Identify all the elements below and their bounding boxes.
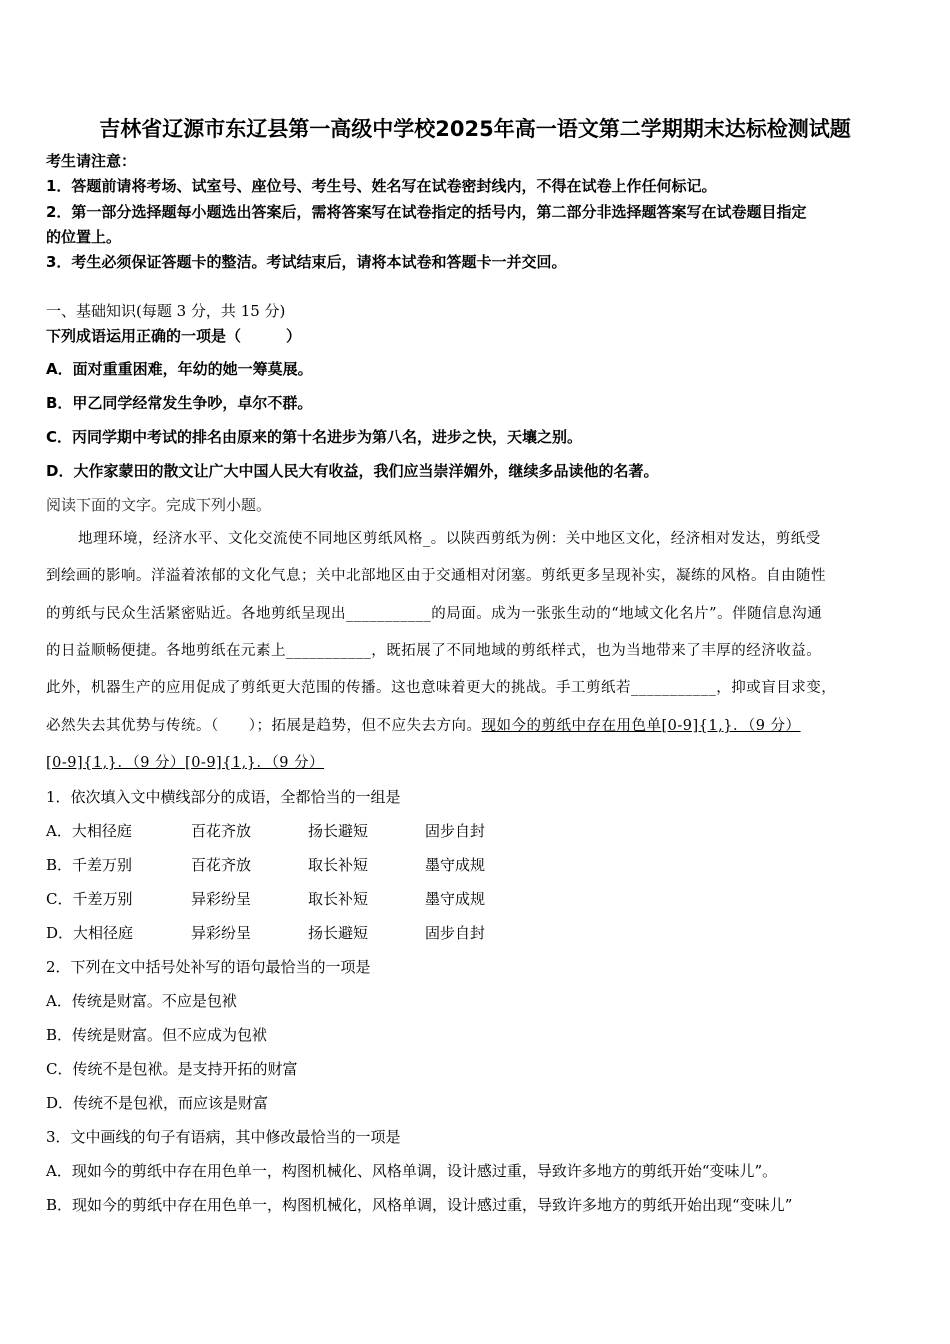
question-stem: 1．依次填入文中横线部分的成语，全都恰当的一组是 (46, 788, 401, 806)
option: B．传统是财富。但不应成为包袱 (46, 1026, 268, 1044)
option-text: C．千差万别 (46, 890, 133, 908)
option-text: 固步自封 (425, 924, 486, 942)
option: B．甲乙同学经常发生争吵，卓尔不群。 (46, 394, 313, 412)
option-text: 异彩纷呈 (191, 924, 252, 942)
question-stem: 2．下列在文中括号处补写的语句最恰当的一项是 (46, 958, 371, 976)
question-stem: 下列成语运用正确的一项是（ ） (46, 327, 302, 345)
option-text: 异彩纷呈 (191, 890, 252, 908)
option-text: 墨守成规 (425, 890, 486, 908)
option: B．现如今的剪纸中存在用色单一，构图机械化，风格单调，设计感过重，导致许多地方的剪纸开始出现“变味儿” (46, 1196, 793, 1214)
option (46, 855, 542, 875)
notice-line: 2．第一部分选择题每小题选出答案后，需将答案写在试卷指定的括号内，第二部分非选择题答案写在试卷题目指定 (46, 203, 807, 221)
option-text: 墨守成规 (425, 856, 486, 874)
option: C．丙同学期中考试的排名由原来的第十名进步为第八名，进步之快，天壤之别。 (46, 428, 583, 446)
option-text: 百花齐放 (191, 822, 252, 840)
notice-line: 1．答题前请将考场、试室号、座位号、考生号、姓名写在试卷密封线内，不得在试卷上作任何标记。 (46, 177, 717, 195)
passage-line: 的日益顺畅便捷。各地剪纸在元素上___________，既拓展了不同地域的剪纸样式，也为当地带来了丰厚的经济收益。 (46, 643, 822, 659)
option-text: 取长补短 (308, 890, 369, 908)
passage-line (46, 716, 801, 736)
question-stem: 3．文中画线的句子有语病，其中修改最恰当的一项是 (46, 1128, 401, 1146)
option-text: 取长补短 (308, 856, 369, 874)
notice-heading: 考生请注意： (46, 152, 137, 170)
reading-intro: 阅读下面的文字。完成下列小题。 (46, 496, 272, 514)
option (46, 923, 542, 943)
option-text: B．千差万别 (46, 856, 133, 874)
notice-line: 3．考生必须保证答题卡的整洁。考试结束后，请将本试卷和答题卡一并交回。 (46, 253, 567, 271)
underlined-sentence: [0-9]{1,}．（9 分）[0-9]{1,}．（9 分） (46, 755, 325, 771)
page-title: 吉林省辽源市东辽县第一高级中学校2025年高一语文第二学期期末达标检测试题 (99, 117, 851, 141)
option-text: A．大相径庭 (46, 822, 132, 840)
passage-line: 的剪纸与民众生活紧密贴近。各地剪纸呈现出___________的局面。成为一张张生动的“地域文化名片”。伴随信息沟通 (46, 606, 823, 622)
option: C．传统不是包袱。是支持开拓的财富 (46, 1060, 298, 1078)
passage-line: 到绘画的影响。洋溢着浓郁的文化气息；关中北部地区由于交通相对闭塞。剪纸更多呈现补实，凝练的风格。自由随性 (46, 568, 826, 584)
option: A．现如今的剪纸中存在用色单一，构图机械化、风格单调，设计感过重，导致许多地方的剪纸开始“变味儿”。 (46, 1162, 778, 1180)
section-heading: 一、基础知识(每题 3 分，共 15 分) (46, 302, 286, 320)
option-text: 固步自封 (425, 822, 486, 840)
underlined-sentence: 现如今的剪纸中存在用色单[0-9]{1,}．（9 分） (481, 718, 801, 734)
passage-line: 地理环境，经济水平、文化交流使不同地区剪纸风格_。以陕西剪纸为例：关中地区文化，经济相对发达，剪纸受 (78, 531, 821, 547)
notice-line: 的位置上。 (46, 228, 122, 246)
option-text: D．大相径庭 (46, 924, 134, 942)
passage-line: 此外，机器生产的应用促成了剪纸更大范围的传播。这也意味着更大的挑战。手工剪纸若___________，抑或盲目求变， (46, 680, 837, 696)
option (46, 821, 542, 841)
option: D．传统不是包袱，而应该是财富 (46, 1094, 269, 1112)
option (46, 889, 542, 909)
option-text: 百花齐放 (191, 856, 252, 874)
option: A．面对重重困难，年幼的她一筹莫展。 (46, 360, 313, 378)
option-text: 扬长避短 (308, 924, 369, 942)
option: D．大作家蒙田的散文让广大中国人民大有收益，我们应当崇洋媚外，继续多品读他的名著。 (46, 462, 659, 480)
option: A．传统是财富。不应是包袱 (46, 992, 237, 1010)
passage-text: 必然失去其优势与传统。（ ）；拓展是趋势，但不应失去方向。 (46, 718, 482, 734)
option-text: 扬长避短 (308, 822, 369, 840)
